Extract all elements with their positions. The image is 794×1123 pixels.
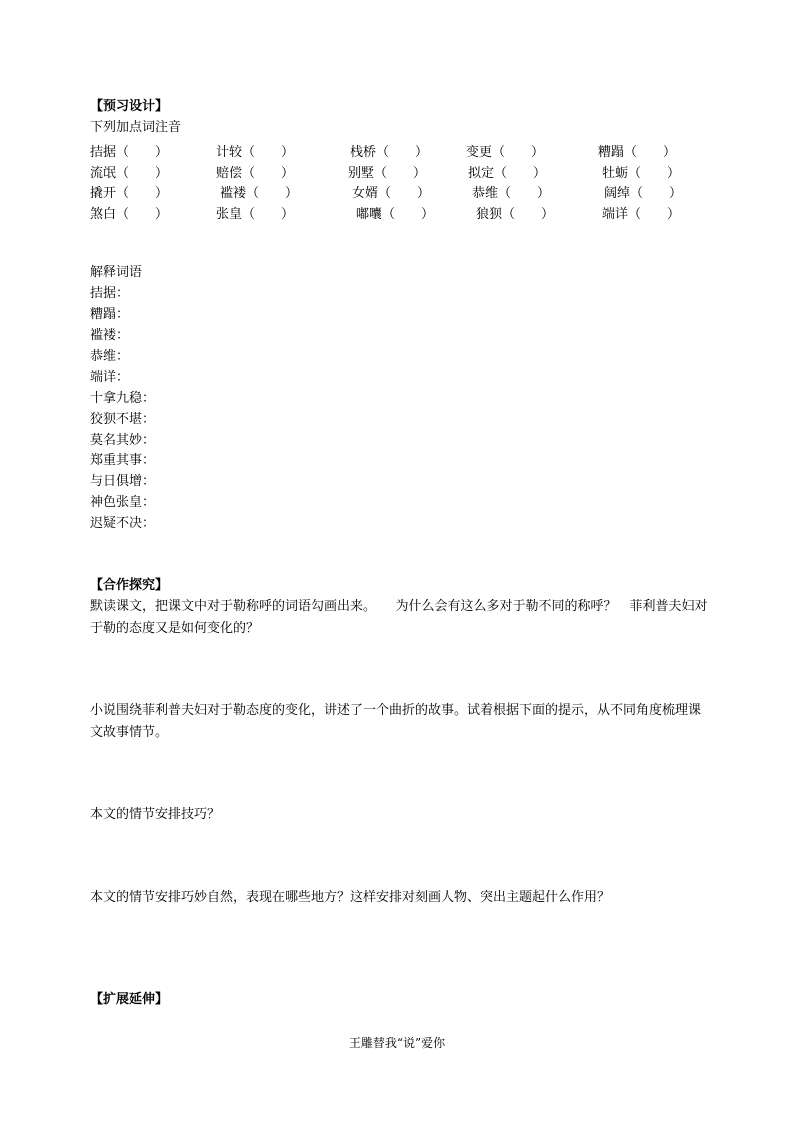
pinyin-item: 张皇（ ） bbox=[216, 207, 295, 222]
pinyin-item: 褴褛（ ） bbox=[220, 186, 299, 201]
pinyin-item: 糟蹋（ ） bbox=[598, 145, 677, 160]
pinyin-item: 牡蛎（ ） bbox=[602, 166, 681, 181]
term-item: 恭维： bbox=[90, 349, 130, 364]
explain-title: 解释词语 bbox=[90, 265, 143, 280]
pinyin-item: 流氓（ ） bbox=[90, 166, 169, 181]
term-item: 狡狈不堪： bbox=[90, 412, 156, 427]
pinyin-item: 狼狈（ ） bbox=[476, 207, 555, 222]
coop-question-3: 本文的情节安排技巧？ bbox=[90, 807, 221, 822]
pinyin-item: 阔绰（ ） bbox=[604, 186, 683, 201]
pinyin-item: 女婿（ ） bbox=[352, 186, 431, 201]
term-item: 糟蹋： bbox=[90, 307, 130, 322]
pinyin-item: 煞白（ ） bbox=[90, 207, 169, 222]
pinyin-item: 拮据（ ） bbox=[90, 145, 169, 160]
pinyin-item: 嘟囔（ ） bbox=[356, 207, 435, 222]
pinyin-item: 撬开（ ） bbox=[90, 186, 169, 201]
term-item: 褴褛： bbox=[90, 328, 130, 343]
page-footer: 王雕替我“说”爱你 bbox=[348, 1036, 446, 1050]
pinyin-item: 赔偿（ ） bbox=[216, 166, 295, 181]
pinyin-row bbox=[90, 182, 720, 200]
term-item: 端详： bbox=[90, 370, 130, 385]
pinyin-item: 栈桥（ ） bbox=[350, 145, 429, 160]
term-item: 神色张皇： bbox=[90, 495, 156, 510]
extend-heading: 【扩展延伸】 bbox=[90, 992, 169, 1007]
pinyin-item: 拟定（ ） bbox=[468, 166, 547, 181]
pinyin-row bbox=[90, 141, 720, 159]
term-item: 十拿九稳： bbox=[90, 391, 156, 406]
pinyin-item: 恭维（ ） bbox=[472, 186, 551, 201]
coop-question-2: 小说围绕菲利普夫妇对于勒态度的变化，讲述了一个曲折的故事。试着根据下面的提示，从不同角度梳理课文故事情节。 bbox=[90, 703, 702, 740]
coop-question-1: 默读课文，把课文中对于勒称呼的词语勾画出来。 为什么会有这么多对于勒不同的称呼？ 菲利普夫妇对于勒的态度又是如何变化的？ bbox=[90, 599, 708, 636]
term-item: 拮据： bbox=[90, 286, 130, 301]
term-item: 与日俱增： bbox=[90, 474, 156, 489]
pinyin-item: 别墅（ ） bbox=[348, 166, 427, 181]
pinyin-item: 变更（ ） bbox=[466, 145, 545, 160]
preview-heading: 【预习设计】 bbox=[90, 99, 169, 114]
term-item: 迟疑不决： bbox=[90, 516, 156, 531]
coop-question-4: 本文的情节安排巧妙自然，表现在哪些地方？这样安排对刻画人物、突出主题起什么作用？ bbox=[90, 890, 611, 905]
pinyin-item: 计较（ ） bbox=[216, 145, 295, 160]
term-item: 郑重其事： bbox=[90, 453, 156, 468]
pinyin-item: 端详（ ） bbox=[602, 207, 681, 222]
coop-heading: 【合作探究】 bbox=[90, 578, 169, 593]
pinyin-instruction: 下列加点词注音 bbox=[90, 120, 182, 135]
term-item: 莫名其妙： bbox=[90, 433, 156, 448]
pinyin-row bbox=[90, 203, 720, 221]
pinyin-row bbox=[90, 162, 720, 180]
